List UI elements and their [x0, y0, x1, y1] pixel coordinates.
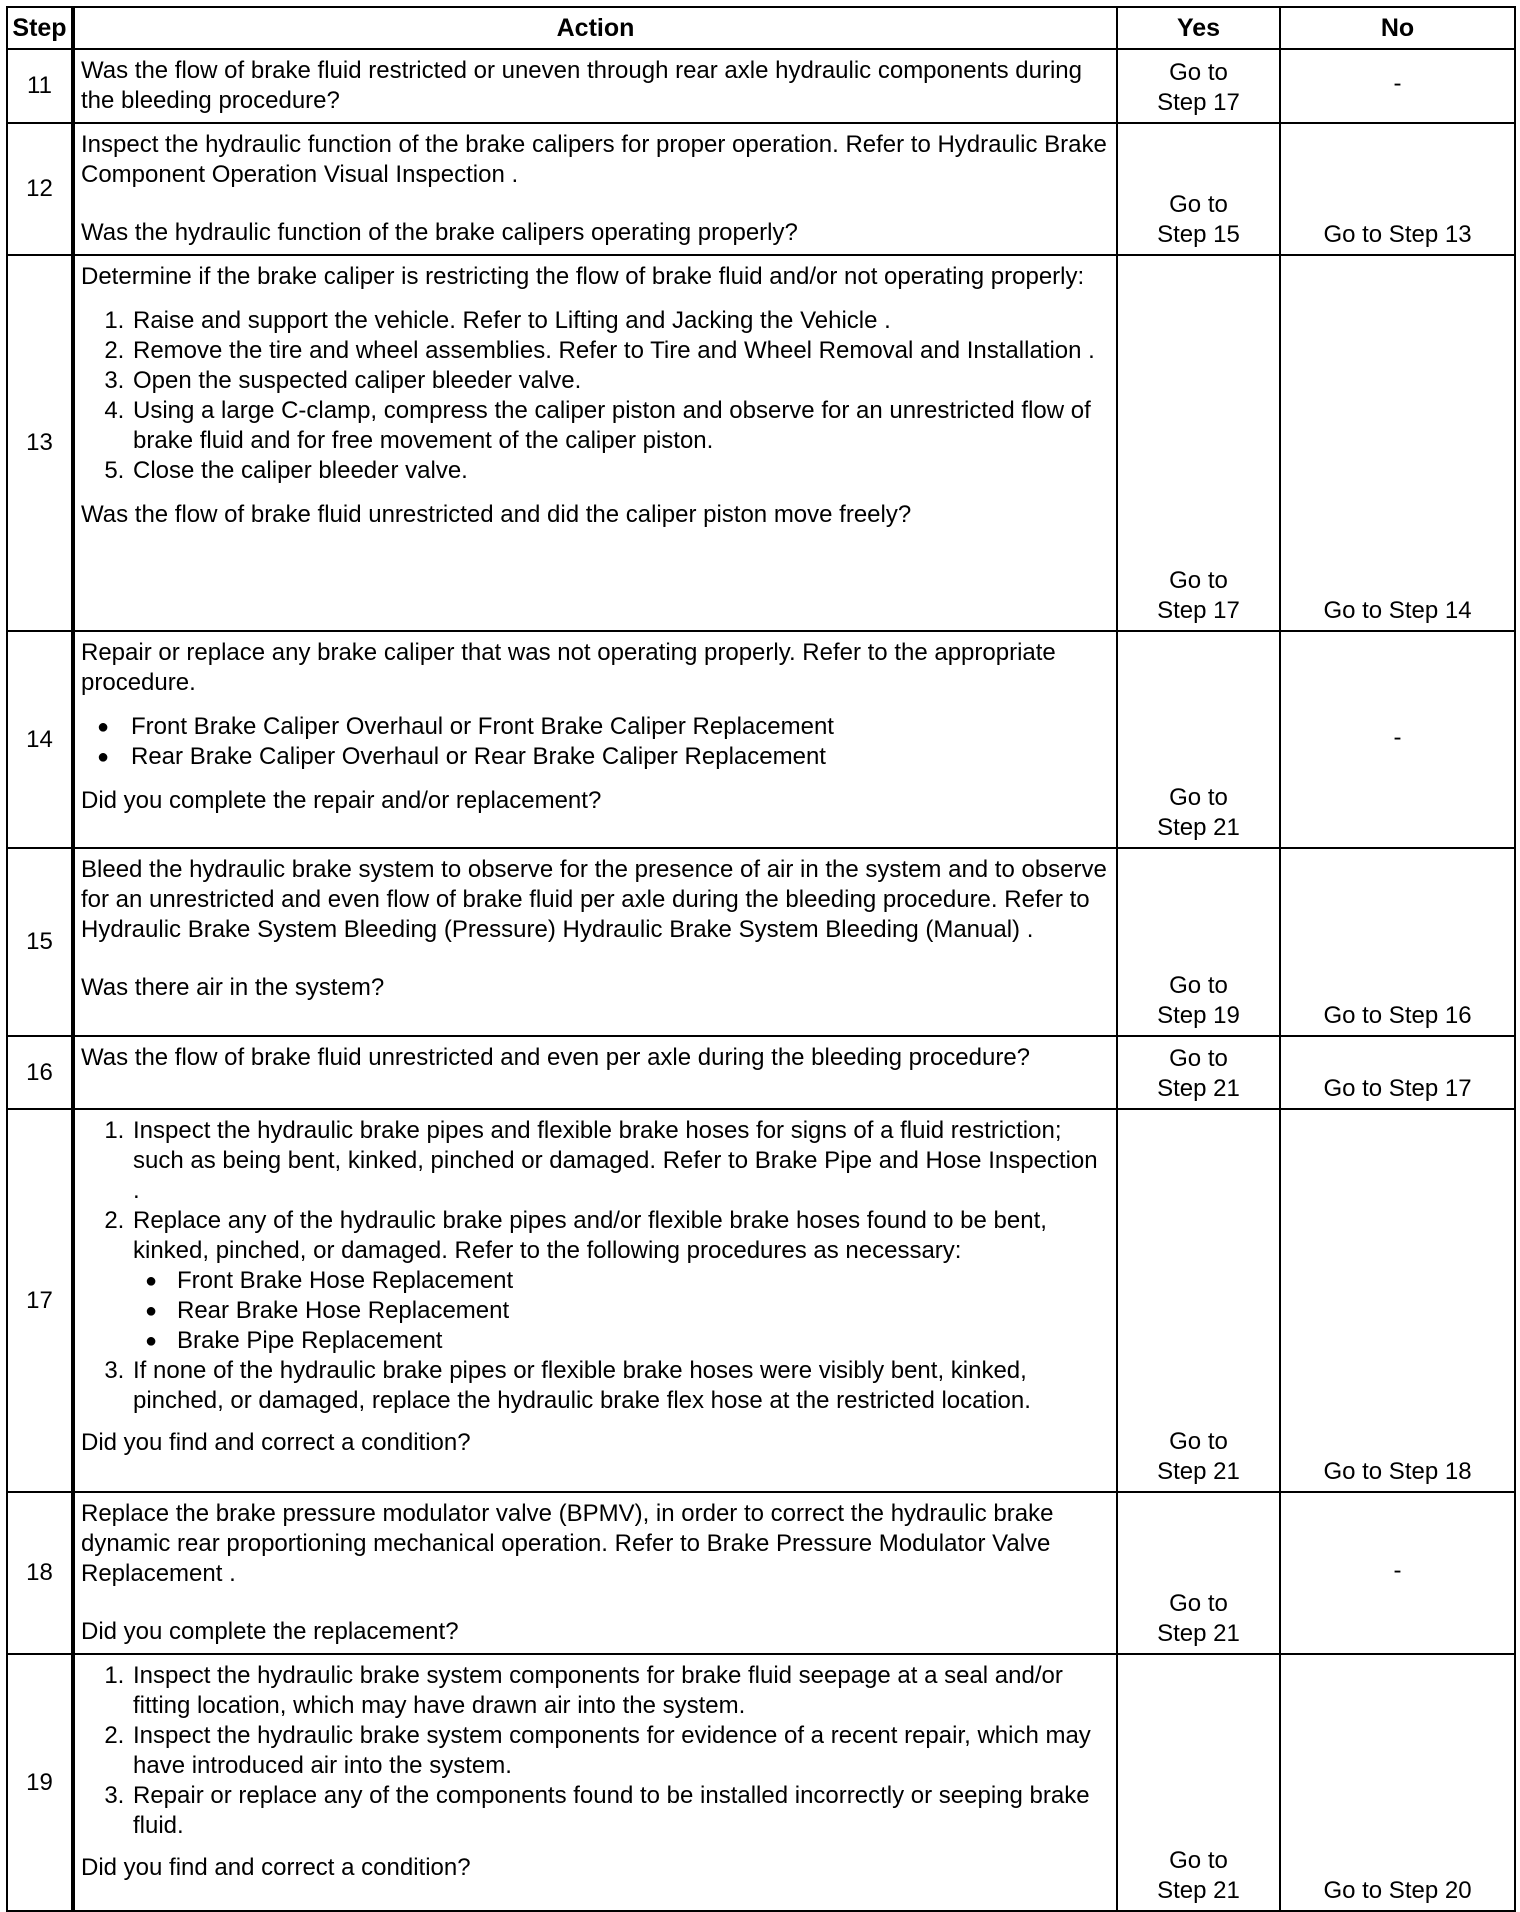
action-cell [73, 1036, 1117, 1109]
list-item-text: Replace any of the hydraulic brake pipes and/or flexible brake hoses found to be bent, kinked, pinched, or damaged. Refer to the following procedures as necessary: [133, 1207, 1047, 1264]
list-item: ● Rear Brake Caliper Overhaul or Rear Brake Caliper Replacement [131, 742, 1110, 772]
table-row [7, 49, 1515, 123]
list-item: 1. Inspect the hydraulic brake pipes and flexible brake hoses for signs of a fluid restriction; such as being bent, kinked, pinched or damaged. Refer to Brake Pipe and Hose Inspection . [131, 1116, 1110, 1206]
step-number: 16 [7, 1036, 73, 1109]
no-cell: Go to Step 16 [1280, 848, 1515, 1036]
step-number: 17 [7, 1109, 73, 1492]
procedure-bullets [81, 712, 1110, 772]
diagnostic-table [6, 6, 1516, 1912]
table-row [7, 123, 1515, 255]
action-question: Did you complete the repair and/or replacement? [81, 787, 602, 814]
action-text: Bleed the hydraulic brake system to observe for the presence of air in the system and to observe for an unrestricted and even flow of brake fluid per axle during the bleeding procedure. Refer to Hydraulic Brake System Bleeding (Pressure) Hydraulic Brake System Bleeding (Manual) . [81, 856, 1107, 943]
step-number: 11 [7, 49, 73, 123]
no-cell: Go to Step 14 [1280, 255, 1515, 631]
action-text: Inspect the hydraulic function of the brake calipers for proper operation. Refer to Hydraulic Brake Component Operation Visual Inspection . [81, 131, 1107, 188]
no-cell: - [1280, 49, 1515, 123]
action-cell [73, 49, 1117, 123]
table-row [7, 1109, 1515, 1492]
no-cell: Go to Step 17 [1280, 1036, 1515, 1109]
header-step: Step [7, 7, 73, 49]
table-row [7, 631, 1515, 848]
action-question: Did you find and correct a condition? [81, 1429, 471, 1456]
procedure-sub-bullets [133, 1266, 1110, 1356]
action-cell [73, 123, 1117, 255]
list-item: 4. Using a large C-clamp, compress the caliper piston and observe for an unrestricted flow of brake fluid and for free movement of the caliper piston. [131, 396, 1110, 456]
yes-cell: Go to Step 21 [1117, 1654, 1280, 1911]
yes-cell: Go to Step 15 [1117, 123, 1280, 255]
action-question: Was the flow of brake fluid unrestricted and did the caliper piston move freely? [81, 501, 912, 528]
yes-cell: Go to Step 21 [1117, 1492, 1280, 1654]
list-item: 3. Open the suspected caliper bleeder valve. [131, 366, 1110, 396]
action-text: Replace the brake pressure modulator valve (BPMV), in order to correct the hydraulic brake dynamic rear proportioning mechanical operation. Refer to Brake Pressure Modulator Valve Replacement . [81, 1500, 1054, 1587]
sub-list-item: ● Rear Brake Hose Replacement [175, 1296, 1110, 1326]
table-row [7, 255, 1515, 631]
yes-cell: Go to Step 21 [1117, 1036, 1280, 1109]
list-item: 3. Repair or replace any of the components found to be installed incorrectly or seeping brake fluid. [131, 1781, 1110, 1841]
action-text: Repair or replace any brake caliper that was not operating properly. Refer to the appropriate procedure. [81, 639, 1056, 696]
action-question: Did you find and correct a condition? [81, 1854, 471, 1881]
action-text: Determine if the brake caliper is restricting the flow of brake fluid and/or not operating properly: [81, 263, 1085, 290]
procedure-list [81, 1661, 1110, 1841]
step-number: 19 [7, 1654, 73, 1911]
action-cell [73, 1492, 1117, 1654]
step-number: 18 [7, 1492, 73, 1654]
sub-list-item: ● Brake Pipe Replacement [175, 1326, 1110, 1356]
action-cell [73, 631, 1117, 848]
yes-cell: Go to Step 21 [1117, 1109, 1280, 1492]
list-item: 3. If none of the hydraulic brake pipes or flexible brake hoses were visibly bent, kinked, pinched, or damaged, replace the hydraulic brake flex hose at the restricted location. [131, 1356, 1110, 1416]
procedure-list [81, 306, 1110, 486]
table-row [7, 1492, 1515, 1654]
table-row [7, 848, 1515, 1036]
list-item: 5. Close the caliper bleeder valve. [131, 456, 1110, 486]
list-item [131, 1206, 1110, 1356]
no-cell: Go to Step 13 [1280, 123, 1515, 255]
header-no: No [1280, 7, 1515, 49]
action-question: Was the hydraulic function of the brake calipers operating properly? [81, 219, 798, 246]
step-number: 13 [7, 255, 73, 631]
step-number: 14 [7, 631, 73, 848]
no-cell: - [1280, 631, 1515, 848]
yes-cell: Go to Step 17 [1117, 255, 1280, 631]
table-row [7, 1036, 1515, 1109]
no-cell: - [1280, 1492, 1515, 1654]
action-cell [73, 848, 1117, 1036]
action-cell [73, 255, 1117, 631]
header-action: Action [73, 7, 1117, 49]
yes-cell: Go to Step 21 [1117, 631, 1280, 848]
table-row [7, 1654, 1515, 1911]
action-question: Did you complete the replacement? [81, 1618, 459, 1645]
yes-cell: Go to Step 17 [1117, 49, 1280, 123]
list-item: 2. Inspect the hydraulic brake system components for evidence of a recent repair, which may have introduced air into the system. [131, 1721, 1110, 1781]
list-item: 2. Remove the tire and wheel assemblies. Refer to Tire and Wheel Removal and Installation . [131, 336, 1110, 366]
step-number: 12 [7, 123, 73, 255]
sub-list-item: ● Front Brake Hose Replacement [175, 1266, 1110, 1296]
action-cell [73, 1109, 1117, 1492]
header-yes: Yes [1117, 7, 1280, 49]
yes-cell: Go to Step 19 [1117, 848, 1280, 1036]
list-item: 1. Raise and support the vehicle. Refer to Lifting and Jacking the Vehicle . [131, 306, 1110, 336]
step-number: 15 [7, 848, 73, 1036]
action-text: Was the flow of brake fluid restricted or uneven through rear axle hydraulic components during the bleeding procedure? [81, 57, 1082, 114]
no-cell: Go to Step 18 [1280, 1109, 1515, 1492]
list-item: ● Front Brake Caliper Overhaul or Front Brake Caliper Replacement [131, 712, 1110, 742]
procedure-list [81, 1116, 1110, 1416]
header-row [7, 7, 1515, 49]
no-cell: Go to Step 20 [1280, 1654, 1515, 1911]
list-item: 1. Inspect the hydraulic brake system components for brake fluid seepage at a seal and/or fitting location, which may have drawn air into the system. [131, 1661, 1110, 1721]
action-text: Was the flow of brake fluid unrestricted and even per axle during the bleeding procedure? [81, 1044, 1031, 1071]
action-cell [73, 1654, 1117, 1911]
action-question: Was there air in the system? [81, 974, 385, 1001]
